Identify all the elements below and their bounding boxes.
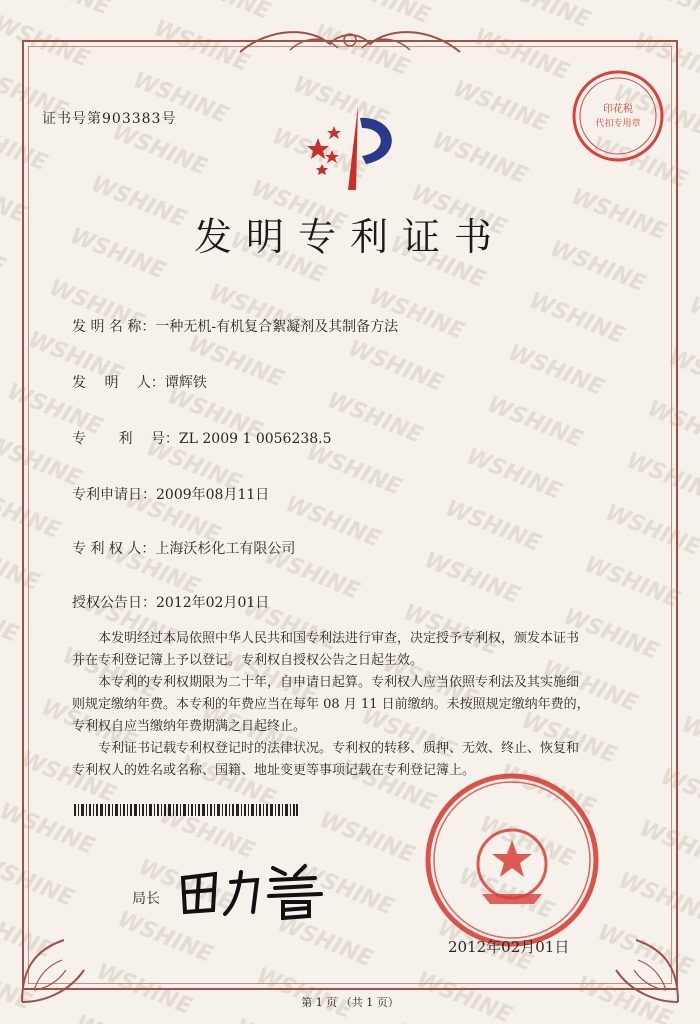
certificate-body [72,628,632,782]
director-label: 局长 [132,891,160,907]
invention-name-field [72,316,398,336]
body-p1-line1: 本发明经过本局依照中华人民共和国专利法进行审查，决定授予专利权，颁发本证书 [98,631,580,646]
body-p3-line1: 专利证书记载专利权登记时的法律状况。专利权的转移、质押、无效、终止、恢复和 [98,741,580,756]
patent-no-label: 专 利 号： [72,431,179,447]
patentee-label: 专 利 权 人： [72,541,156,557]
filing-date-value: 2009年08月11日 [156,487,270,503]
page-footer: 第 1 页 （共 1 页） [301,996,399,1009]
top-ornament [230,22,470,62]
svg-text:代扣专用章: 代扣专用章 [595,119,641,129]
inventor-label: 发 明 人： [72,375,165,391]
patent-no-field [72,428,332,448]
inventor-value: 谭辉铁 [164,375,207,391]
grant-date-field [72,592,269,612]
barcode [74,804,298,816]
body-p1-line2: 并在专利登记簿上予以登记。专利权自授权公告之日起生效。 [72,653,424,668]
director-signature [175,858,335,922]
body-p2-line3: 专利权自应当缴纳年费期满之日起终止。 [72,719,307,734]
patentee-field [72,538,295,558]
body-p2-line2: 则规定缴纳年费。本专利的年费应当在每年 08 月 11 日前缴纳。未按照规定缴纳年费的， [72,697,590,712]
patent-no-value: ZL 2009 1 0056238.5 [178,431,332,447]
certificate-number: 证书号第903383号 [42,111,177,127]
body-p3-line2: 专利权人的姓名或名称、国籍、地址变更等事项记载在专利登记簿上。 [72,763,476,778]
body-p2-line1: 本专利的专利权期限为二十年，自申请日起算。专利权人应当依照专利法及其实施细 [98,675,580,690]
tax-seal [570,68,666,164]
invention-name-label: 发 明 名 称： [72,319,156,335]
inventor-field [72,372,207,392]
svg-text:印花税: 印花税 [603,104,633,115]
filing-date-field [72,484,269,504]
issue-date: 2012年02月01日 [448,938,570,956]
patentee-value: 上海沃杉化工有限公司 [155,541,296,557]
invention-name-value: 一种无机-有机复合絮凝剂及其制备方法 [155,319,399,335]
cnipa-seal [422,770,602,950]
grant-date-label: 授权公告日： [72,595,156,611]
grant-date-value: 2012年02月01日 [156,595,270,611]
cnipa-logo [296,98,416,198]
certificate-title: 发明专利证书 [193,215,506,259]
filing-date-label: 专利申请日： [72,487,156,503]
